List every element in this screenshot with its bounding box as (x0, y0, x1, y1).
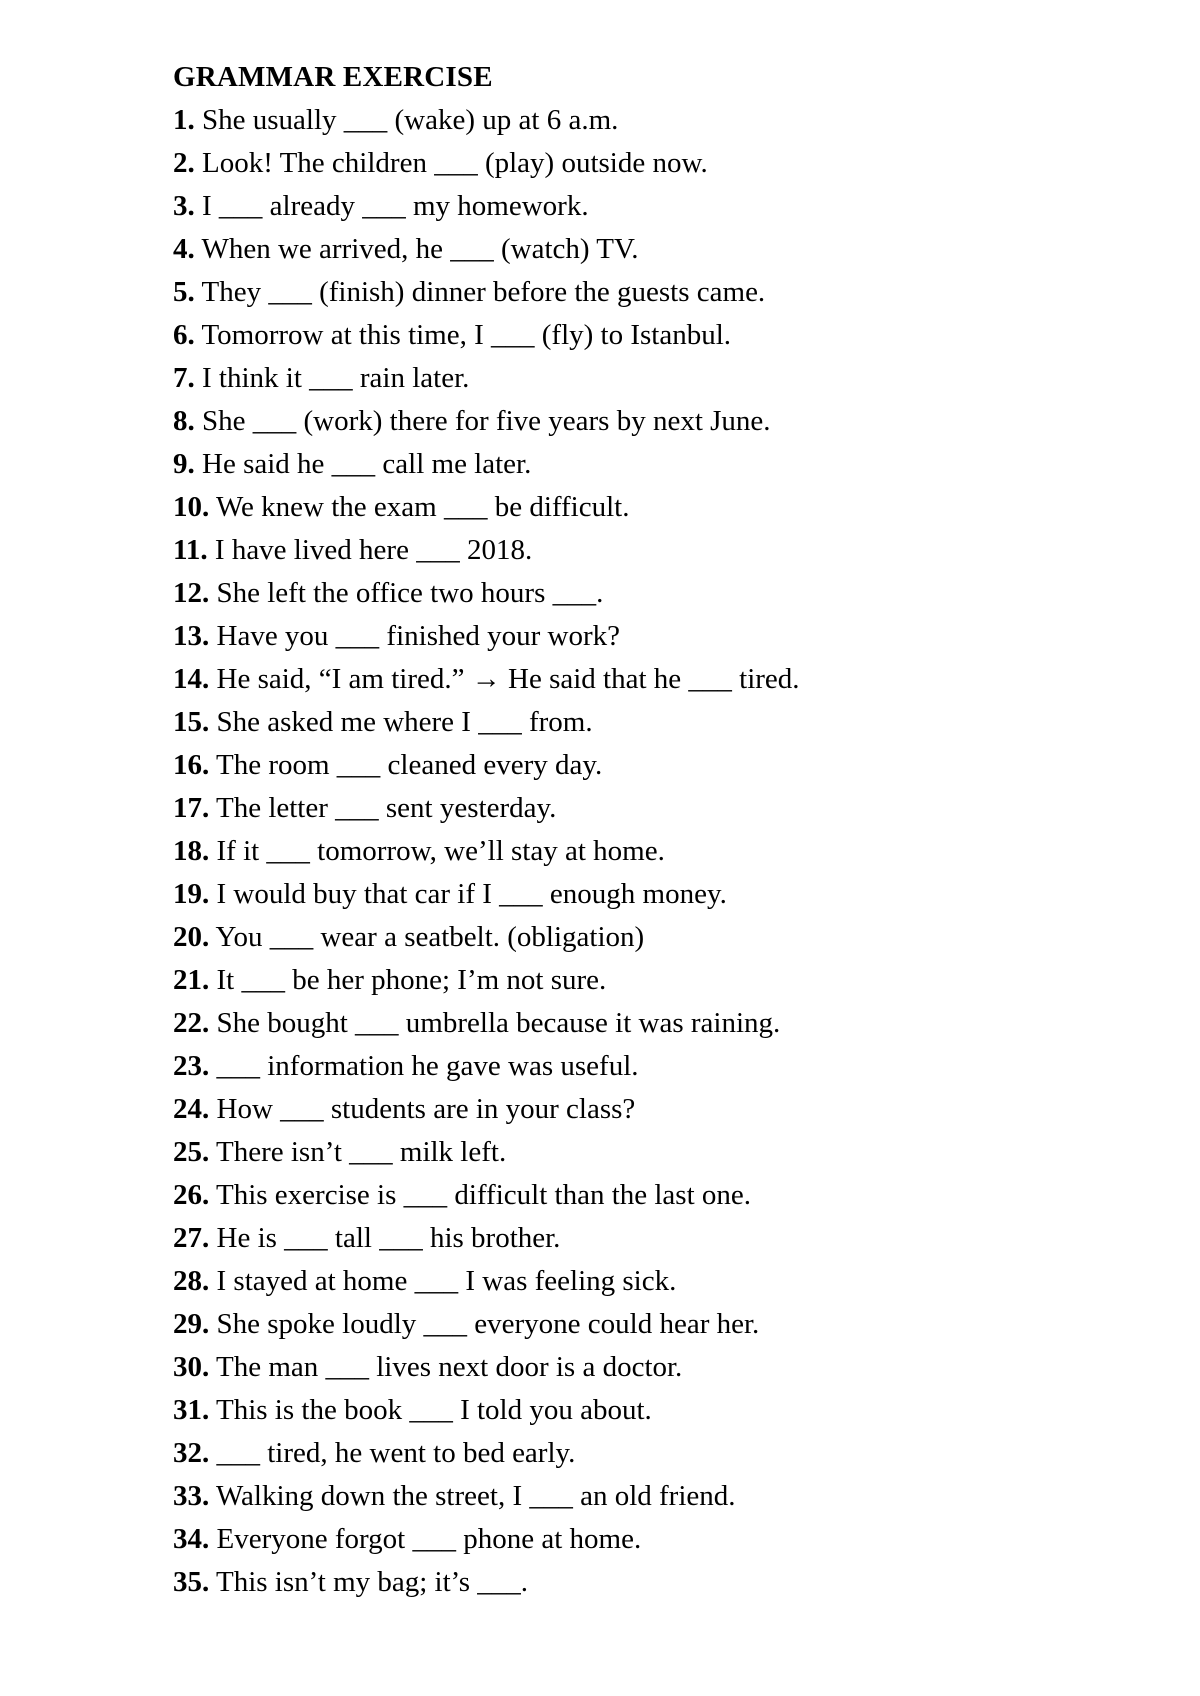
question-text: It ___ be her phone; I’m not sure. (216, 964, 607, 996)
question-number: 21. (173, 964, 210, 996)
question-number: 6. (173, 319, 195, 351)
question-item (173, 357, 1173, 400)
question-item (173, 1260, 1173, 1303)
question-item (173, 1217, 1173, 1260)
question-text: ___ information he gave was useful. (216, 1050, 639, 1082)
question-text: She usually ___ (wake) up at 6 a.m. (202, 104, 619, 136)
question-number: 1. (173, 104, 195, 136)
question-number: 19. (173, 878, 210, 910)
question-text: He said he ___ call me later. (202, 448, 532, 480)
question-item (173, 615, 1173, 658)
question-item (173, 99, 1173, 142)
question-text: We knew the exam ___ be difficult. (215, 491, 630, 523)
question-text: I would buy that car if I ___ enough money. (216, 878, 727, 910)
question-number: 28. (173, 1265, 210, 1297)
question-text: I ___ already ___ my homework. (202, 190, 589, 222)
question-item (173, 314, 1173, 357)
question-item (173, 830, 1173, 873)
question-number: 9. (173, 448, 195, 480)
question-item (173, 572, 1173, 615)
question-number: 14. (173, 663, 210, 695)
question-number: 13. (173, 620, 210, 652)
question-text: How ___ students are in your class? (216, 1093, 636, 1125)
question-number: 30. (173, 1351, 210, 1383)
question-item (173, 701, 1173, 744)
question-item (173, 400, 1173, 443)
question-number: 20. (173, 921, 210, 953)
question-item (173, 1561, 1173, 1604)
question-text: Everyone forgot ___ phone at home. (216, 1523, 642, 1555)
question-text: I think it ___ rain later. (202, 362, 470, 394)
question-text: Look! The children ___ (play) outside now. (202, 147, 708, 179)
question-item (173, 1002, 1173, 1045)
question-number: 3. (173, 190, 195, 222)
question-item (173, 1475, 1173, 1518)
question-number: 8. (173, 405, 195, 437)
question-text: Tomorrow at this time, I ___ (fly) to Istanbul. (201, 319, 732, 351)
question-number: 27. (173, 1222, 210, 1254)
question-item (173, 1174, 1173, 1217)
question-number: 22. (173, 1007, 210, 1039)
question-text: You ___ wear a seatbelt. (obligation) (215, 921, 645, 953)
question-text: The man ___ lives next door is a doctor. (215, 1351, 683, 1383)
question-number: 5. (173, 276, 195, 308)
question-text: She bought ___ umbrella because it was raining. (216, 1007, 781, 1039)
question-item (173, 1088, 1173, 1131)
question-list (173, 99, 1173, 1604)
question-item (173, 873, 1173, 916)
question-text: She ___ (work) there for five years by next June. (202, 405, 771, 437)
question-text: ___ tired, he went to bed early. (216, 1437, 576, 1469)
question-text: She asked me where I ___ from. (216, 706, 593, 738)
question-item (173, 486, 1173, 529)
question-item (173, 228, 1173, 271)
question-number: 17. (173, 792, 210, 824)
question-item (173, 1518, 1173, 1561)
worksheet-title: GRAMMAR EXERCISE (173, 61, 493, 93)
question-item (173, 271, 1173, 314)
question-text: There isn’t ___ milk left. (215, 1136, 507, 1168)
question-text: The letter ___ sent yesterday. (215, 792, 557, 824)
question-item (173, 916, 1173, 959)
question-item (173, 658, 1173, 701)
question-number: 23. (173, 1050, 210, 1082)
question-text: He is ___ tall ___ his brother. (216, 1222, 561, 1254)
question-number: 4. (173, 233, 195, 265)
question-text: Have you ___ finished your work? (216, 620, 620, 652)
question-item (173, 142, 1173, 185)
question-number: 34. (173, 1523, 210, 1555)
question-item (173, 185, 1173, 228)
question-item (173, 1346, 1173, 1389)
question-number: 29. (173, 1308, 210, 1340)
question-number: 7. (173, 362, 195, 394)
question-number: 10. (173, 491, 210, 523)
question-text: The room ___ cleaned every day. (215, 749, 603, 781)
question-number: 33. (173, 1480, 210, 1512)
question-item (173, 959, 1173, 1002)
question-text: She spoke loudly ___ everyone could hear her. (216, 1308, 760, 1340)
question-item (173, 1389, 1173, 1432)
question-item (173, 1303, 1173, 1346)
question-item (173, 1045, 1173, 1088)
question-text: When we arrived, he ___ (watch) TV. (201, 233, 639, 265)
question-item (173, 1131, 1173, 1174)
question-item (173, 744, 1173, 787)
question-number: 18. (173, 835, 210, 867)
question-item (173, 1432, 1173, 1475)
question-text: I have lived here ___ 2018. (214, 534, 533, 566)
question-text: If it ___ tomorrow, we’ll stay at home. (216, 835, 665, 867)
question-number: 16. (173, 749, 210, 781)
question-text: She left the office two hours ___. (216, 577, 604, 609)
question-number: 12. (173, 577, 210, 609)
question-number: 35. (173, 1566, 210, 1598)
question-text: This is the book ___ I told you about. (215, 1394, 652, 1426)
question-number: 2. (173, 147, 195, 179)
question-number: 32. (173, 1437, 210, 1469)
question-text: Walking down the street, I ___ an old friend. (215, 1480, 736, 1512)
question-number: 24. (173, 1093, 210, 1125)
question-number: 26. (173, 1179, 210, 1211)
question-text: I stayed at home ___ I was feeling sick. (216, 1265, 677, 1297)
question-item (173, 443, 1173, 486)
question-text: This exercise is ___ difficult than the last one. (215, 1179, 752, 1211)
question-number: 11. (173, 534, 208, 566)
question-text: They ___ (finish) dinner before the guests came. (201, 276, 766, 308)
question-item (173, 787, 1173, 830)
question-number: 15. (173, 706, 210, 738)
question-text: This isn’t my bag; it’s ___. (215, 1566, 529, 1598)
question-text: He said, “I am tired.” → He said that he ___ tired. (216, 663, 800, 695)
question-item (173, 529, 1173, 572)
worksheet-page (173, 56, 1173, 1604)
question-number: 31. (173, 1394, 210, 1426)
question-number: 25. (173, 1136, 210, 1168)
